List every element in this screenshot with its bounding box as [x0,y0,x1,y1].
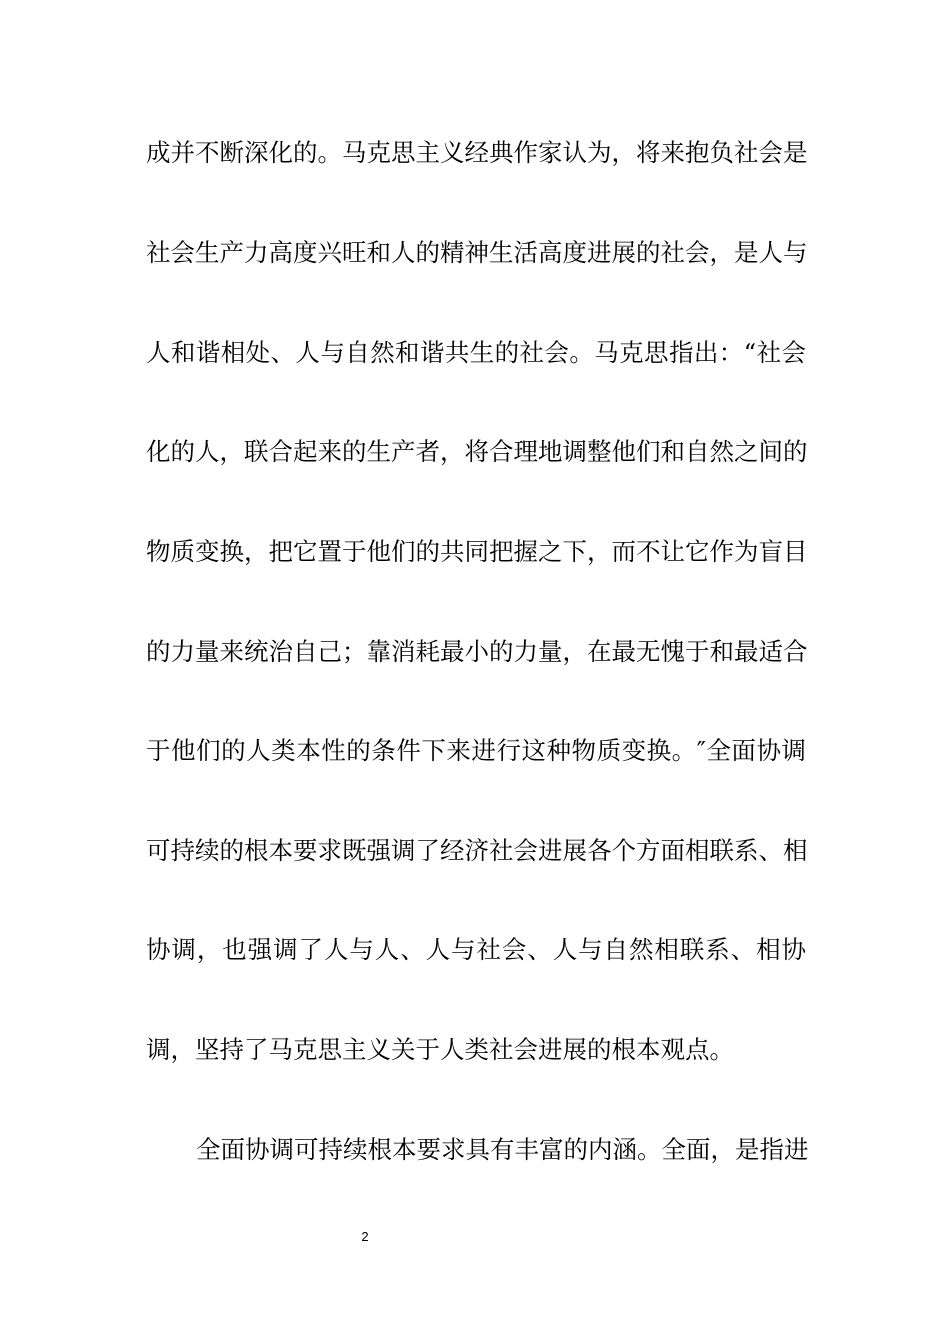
text-line: 化的人，联合起来的生产者，将合理地调整他们和自然之间的 [146,437,808,466]
text-line: 于他们的人类本性的条件下来进行这种物质变换。″全面协调 [146,736,806,765]
text-line: 社会生产力高度兴旺和人的精神生活高度进展的社会，是人与 [146,238,808,267]
text-line: 人和谐相处、人与自然和谐共生的社会。马克思指出：“社会 [146,338,806,367]
text-line: 物质变换，把它置于他们的共同把握之下，而不让它作为盲目 [146,537,808,566]
text-line: 的力量来统治自己；靠消耗最小的力量，在最无愧于和最适合 [146,637,808,666]
text-line: 可持续的根本要求既强调了经济社会进展各个方面相联系、相 [146,836,808,865]
text-line: 全面协调可持续根本要求具有丰富的内涵。全面，是指进 [196,1135,809,1164]
page-number: 2 [361,1229,369,1244]
text-line: 协调，也强调了人与人、人与社会、人与自然相联系、相协 [146,935,806,964]
text-line: 调，坚持了马克思主义关于人类社会进展的根本观点。 [146,1035,734,1064]
text-line: 成并不断深化的。马克思主义经典作家认为，将来抱负社会是 [146,138,808,167]
